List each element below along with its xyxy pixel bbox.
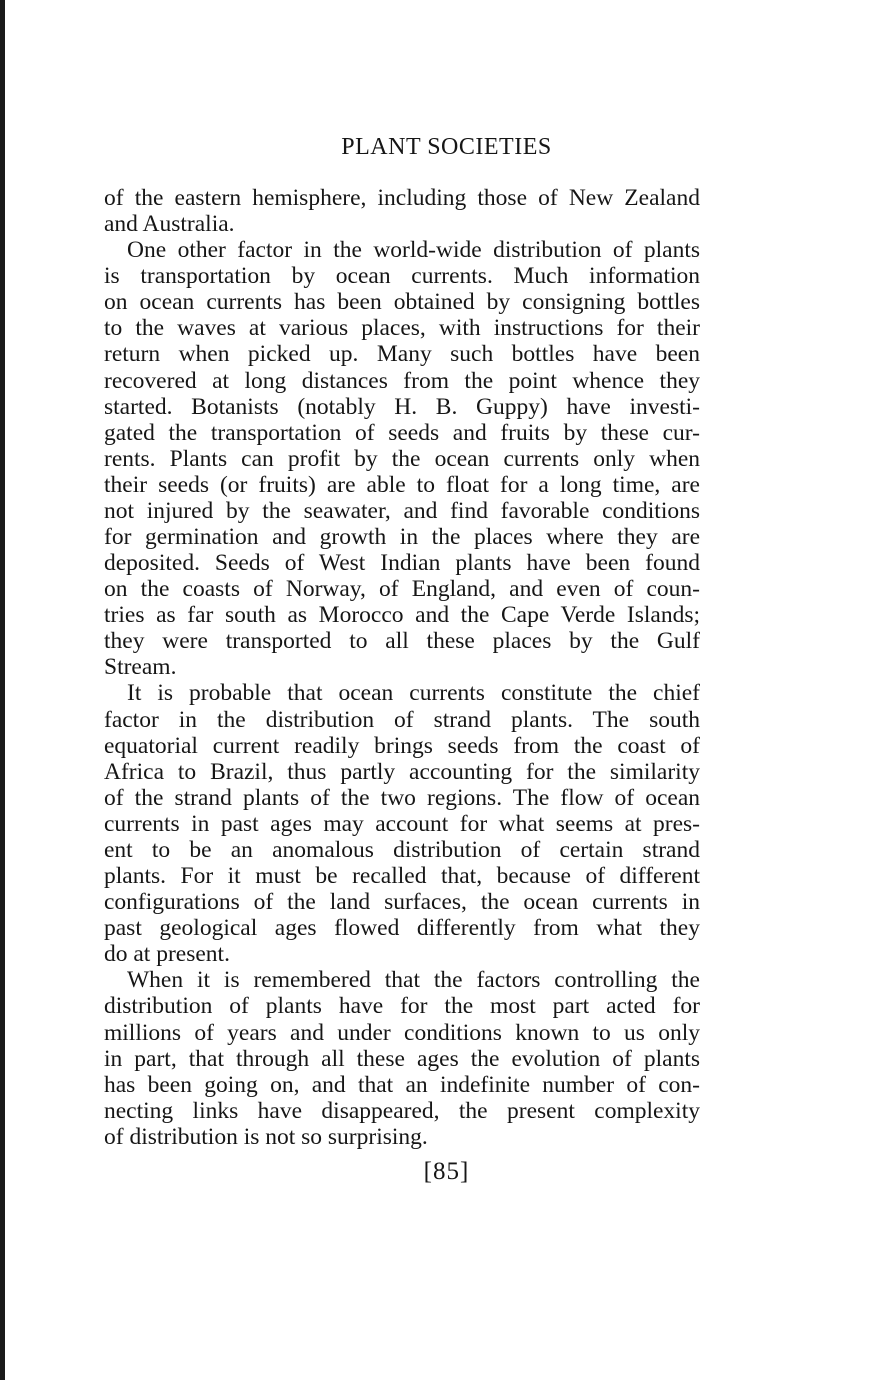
text-line: has been going on, and that an indefinite number of con-	[104, 1071, 700, 1098]
text-line: When it is remembered that the factors controlling the	[127, 967, 700, 994]
text-line: of the eastern hemisphere, including those of New Zealand	[104, 185, 700, 211]
text-line: of distribution is not so surprising.	[104, 1123, 428, 1150]
text-line: It is probable that ocean currents constitute the chief	[127, 680, 700, 707]
text-line: configurations of the land surfaces, the ocean currents in	[104, 889, 700, 916]
text-line: on ocean currents has been obtained by consigning bottles	[104, 289, 700, 316]
text-line: return when picked up. Many such bottles have been	[104, 341, 700, 368]
text-line: they were transported to all these places by the Gulf	[104, 628, 700, 655]
text-line: past geological ages flowed differently from what they	[104, 915, 700, 942]
running-head: PLANT SOCIETIES	[341, 134, 552, 160]
text-line: recovered at long distances from the point whence they	[104, 367, 700, 394]
text-line: and Australia.	[104, 211, 235, 238]
text-line: their seeds (or fruits) are able to float for a long time, are	[104, 471, 700, 498]
text-line: millions of years and under conditions known to us only	[104, 1019, 700, 1046]
text-line: not injured by the seawater, and find favorable conditions	[104, 497, 700, 524]
page-number: [85]	[423, 1158, 470, 1185]
text-line: in part, that through all these ages the evolution of plants	[104, 1045, 700, 1072]
text-line: currents in past ages may account for what seems at pres-	[104, 810, 700, 837]
text-line: necting links have disappeared, the present complexity	[104, 1097, 700, 1124]
text-line: equatorial current readily brings seeds from the coast of	[104, 732, 700, 759]
text-line: Stream.	[104, 654, 177, 681]
text-line: of the strand plants of the two regions. The flow of ocean	[104, 784, 700, 811]
text-line: ent to be an anomalous distribution of certain strand	[104, 836, 700, 863]
text-line: started. Botanists (notably H. B. Guppy) have investi-	[104, 393, 700, 420]
text-line: One other factor in the world-wide distribution of plants	[127, 237, 700, 264]
text-line: distribution of plants have for the most part acted for	[104, 993, 700, 1020]
text-line: to the waves at various places, with instructions for their	[104, 315, 700, 342]
text-line: is transportation by ocean currents. Much information	[104, 263, 700, 290]
text-line: gated the transportation of seeds and fruits by these cur-	[104, 419, 700, 446]
text-line: Africa to Brazil, thus partly accounting for the similarity	[104, 758, 700, 785]
text-line: do at present.	[104, 941, 230, 968]
text-line: for germination and growth in the places where they are	[104, 524, 700, 551]
text-line: on the coasts of Norway, of England, and even of coun-	[104, 576, 700, 603]
body-text	[104, 185, 700, 1150]
text-line: tries as far south as Morocco and the Cape Verde Islands;	[104, 602, 700, 629]
text-line: deposited. Seeds of West Indian plants have been found	[104, 550, 700, 577]
text-line: rents. Plants can profit by the ocean currents only when	[104, 445, 700, 472]
text-line: plants. For it must be recalled that, because of different	[104, 863, 700, 890]
text-line: factor in the distribution of strand plants. The south	[104, 706, 700, 733]
